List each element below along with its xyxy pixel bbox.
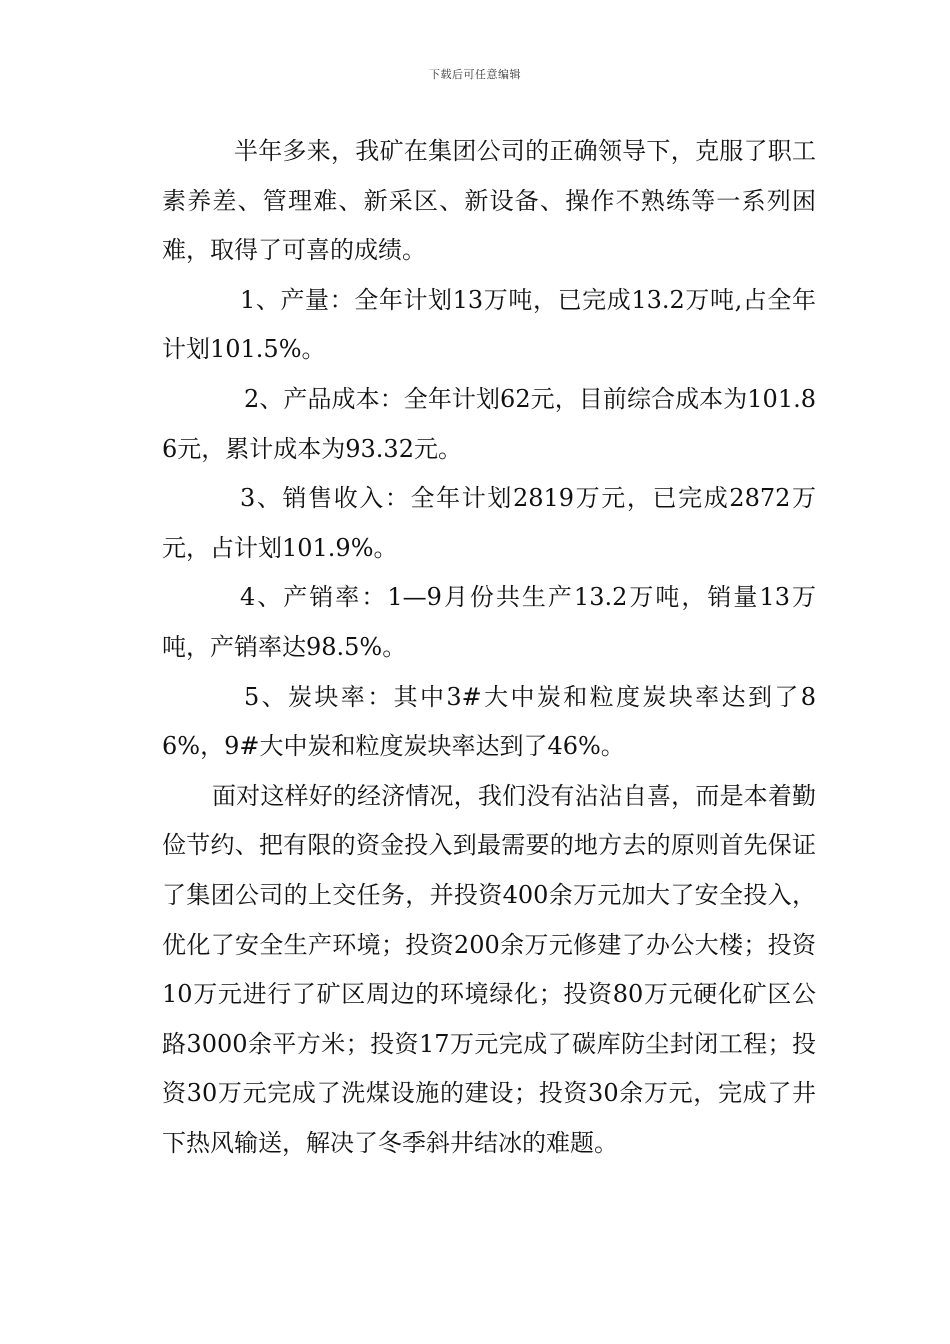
item-cost-paragraph: 2、产品成本：全年计划62元，目前综合成本为101.86元，累计成本为93.32元。 [162,384,816,463]
document-body [162,127,816,1168]
page-header: 下载后可任意编辑 [429,68,521,81]
item-lump-coal-paragraph: 5、炭块率：其中3#大中炭和粒度炭块率达到了86%，9#大中炭和粒度炭块率达到了46%。 [162,682,816,761]
item-sales-paragraph: 3、销售收入：全年计划2819万元，已完成2872万元，占计划101.9%。 [162,484,816,562]
item-sales-rate-paragraph: 4、产销率：1—9月份共生产13.2万吨，销量13万吨，产销率达98.5%。 [162,583,816,661]
intro-paragraph: 半年多来，我矿在集团公司的正确领导下，克服了职工素养差、管理难、新采区、新设备、操作不熟练等一系列困难，取得了可喜的成绩。 [162,137,816,265]
item-production-paragraph: 1、产量：全年计划13万吨，已完成13.2万吨,占全年计划101.5%。 [162,285,816,364]
closing-paragraph: 面对这样好的经济情况，我们没有沾沾自喜，而是本着勤俭节约、把有限的资金投入到最需要的地方去的原则首先保证了集团公司的上交任务，并投资400余万元加大了安全投入，优化了安全生产环境；投资200余万元修建了办公大楼；投资10万元进行了矿区周边的环境绿化；投资80万元硬化矿区公路3000余平方米；投资17万元完成了碳库防尘封闭工程；投资30万元完成了洗煤设施的建设；投资30余万元，完成了井下热风输送，解决了冬季斜井结冰的难题。 [162,781,816,1157]
